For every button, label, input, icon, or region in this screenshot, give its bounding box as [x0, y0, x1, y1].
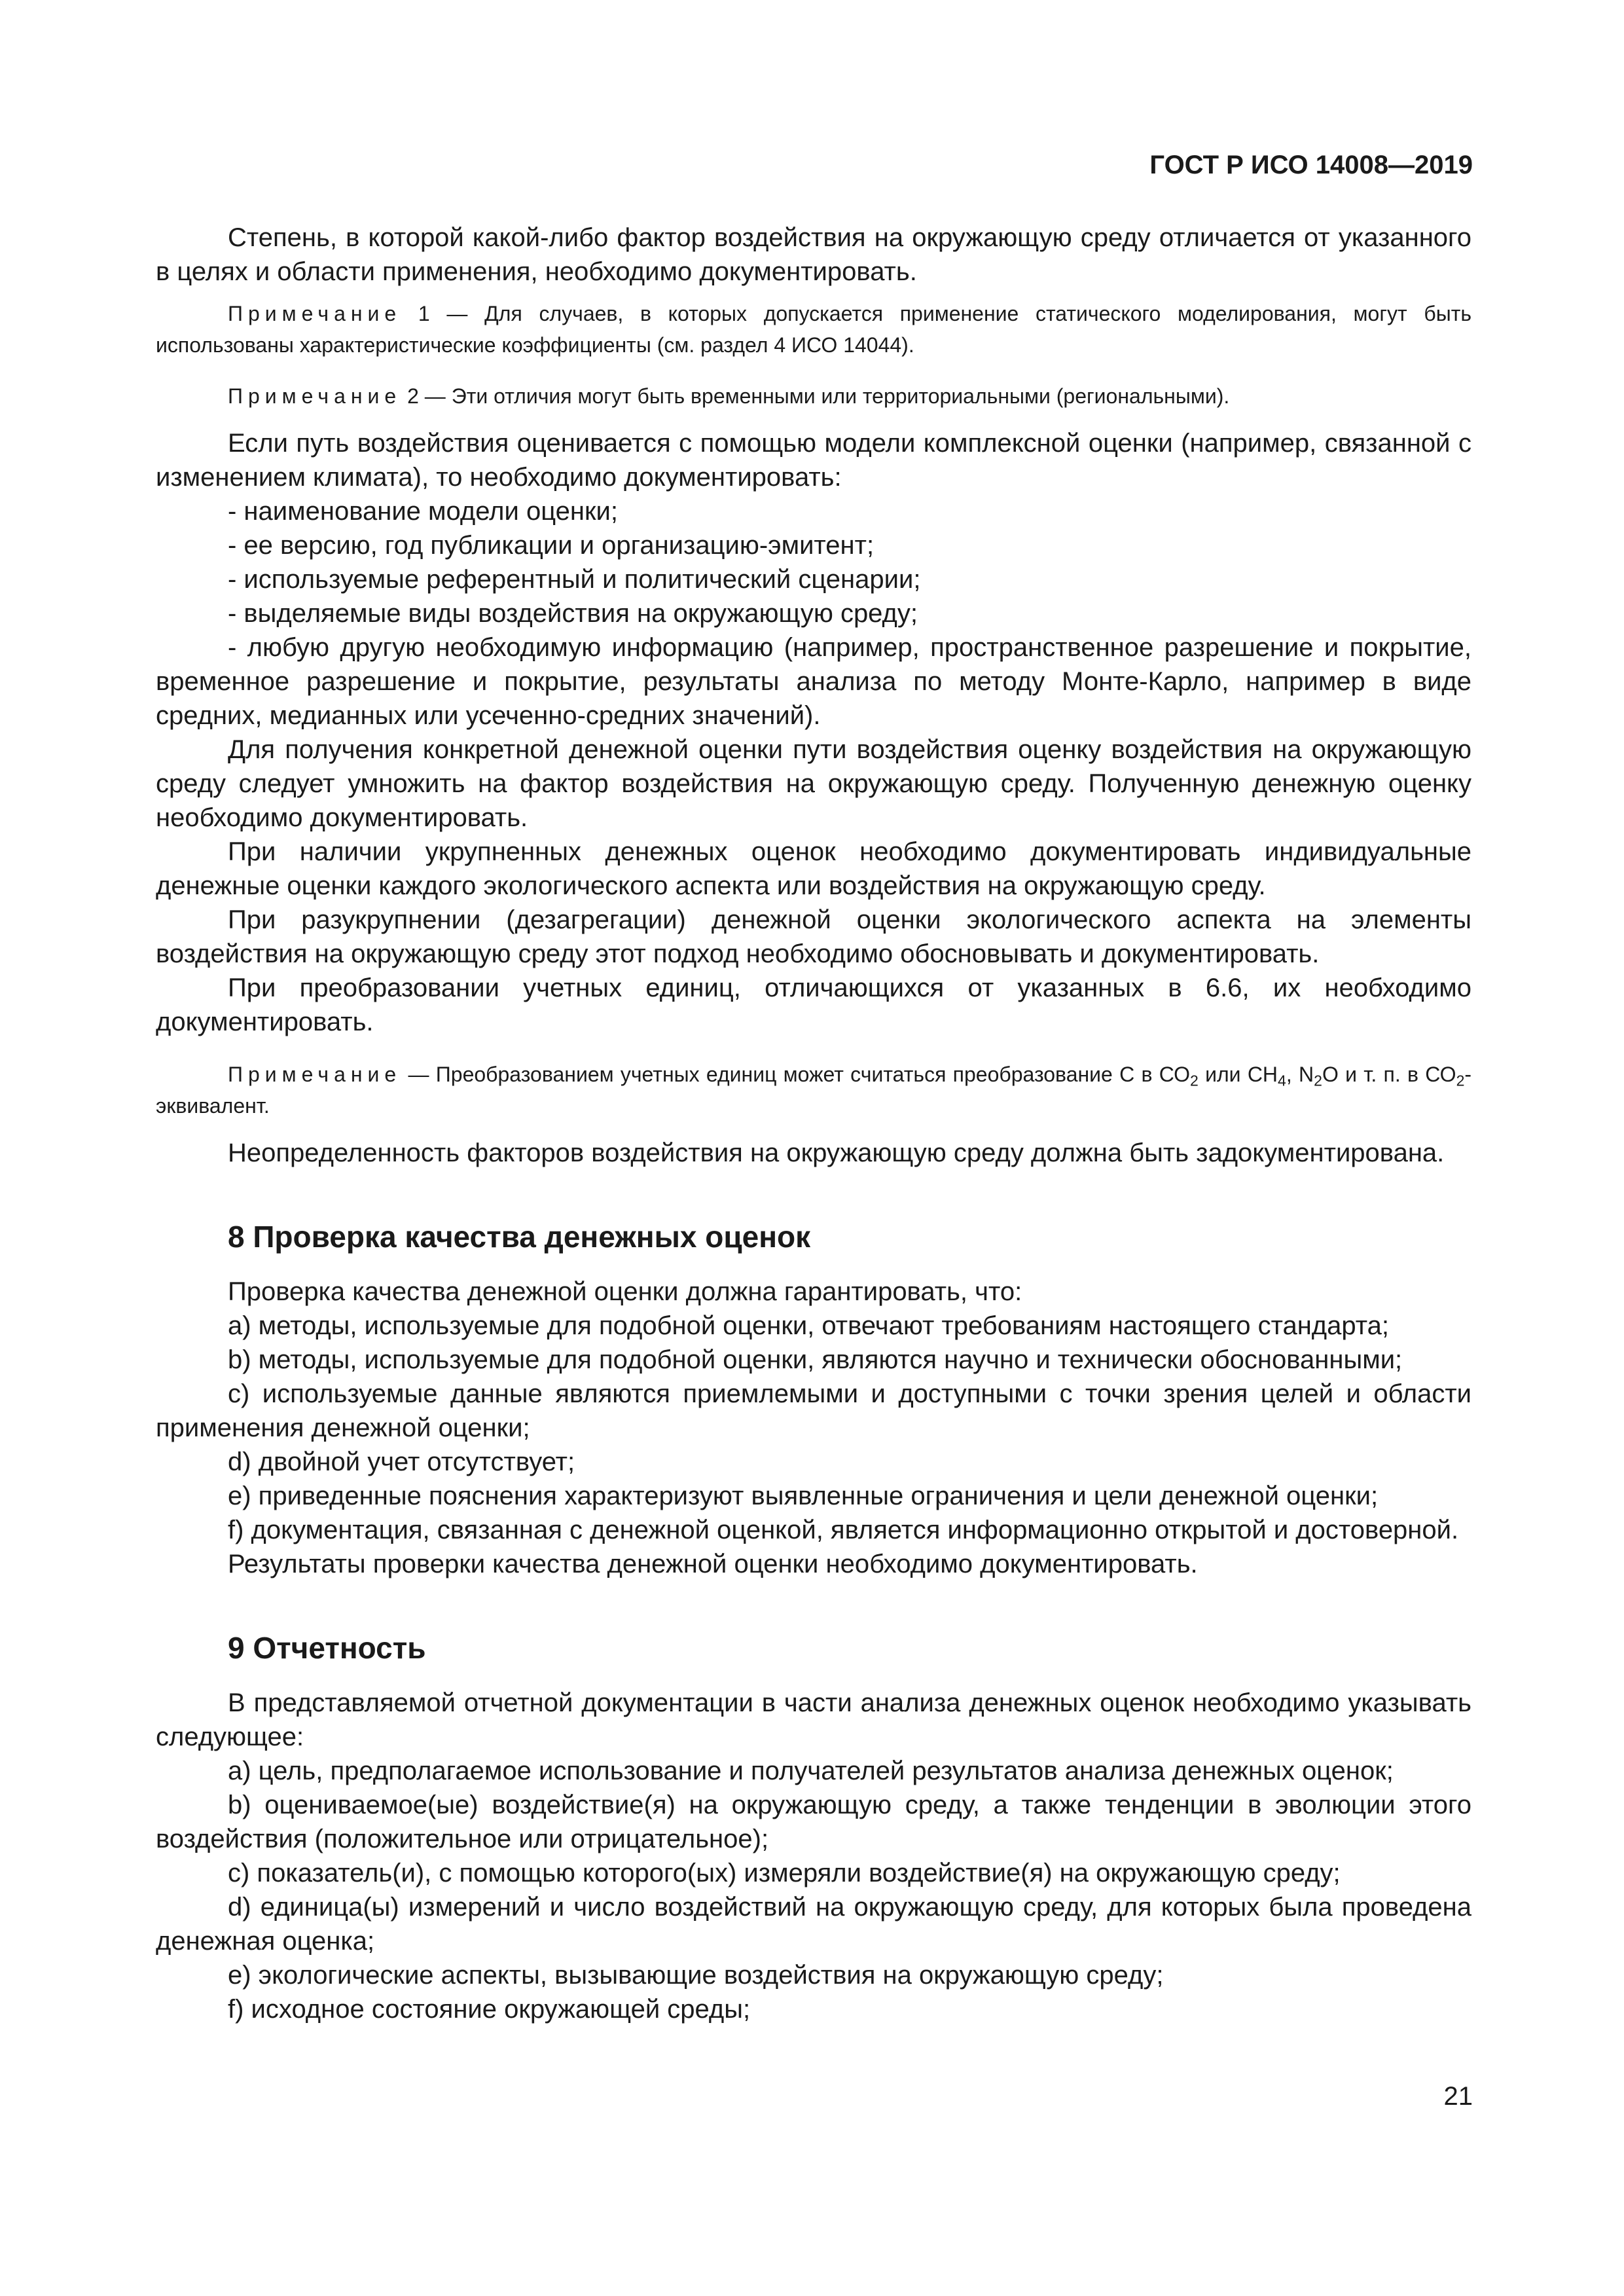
note-dash: —	[401, 1063, 436, 1086]
list-item: - наименование модели оценки;	[228, 497, 618, 526]
note-text: или СН	[1198, 1063, 1278, 1086]
list-item: d) единица(ы) измерений и число воздействий на окружающую среду, для которых была проведена денежная оценка;	[156, 1893, 1471, 1956]
paragraph: При разукрупнении (дезагрегации) денежной оценки экологического аспекта на элементы воздействия на окружающую среду этот подход необходимо обосновывать и документировать.	[156, 905, 1471, 968]
section-9-heading: 9 Отчетность	[228, 1631, 426, 1665]
subscript: 4	[1278, 1072, 1286, 1089]
subscript: 2	[1314, 1072, 1322, 1089]
paragraph: Проверка качества денежной оценки должна гарантировать, что:	[228, 1277, 1022, 1306]
list-item: - используемые референтный и политический сценарии;	[228, 565, 921, 594]
note-1	[156, 298, 1471, 361]
subscript: 2	[1190, 1072, 1199, 1089]
note-text: Эти отличия могут быть временными или территориальными (региональными).	[451, 384, 1230, 408]
note-text: , N	[1286, 1063, 1314, 1086]
subscript: 2	[1456, 1072, 1465, 1089]
note-text: Для случаев, в которых допускается применение статического моделирования, могут быть использованы характеристические коэффициенты (см. раздел 4 ИСО 14044).	[156, 302, 1472, 357]
paragraph: Результаты проверки качества денежной оценки необходимо документировать.	[228, 1550, 1198, 1578]
paragraph: В представляемой отчетной документации в части анализа денежных оценок необходимо указывать следующее:	[156, 1688, 1471, 1751]
note-text: Преобразованием учетных единиц может считаться преобразование С в СО	[435, 1063, 1191, 1086]
paragraph: Если путь воздействия оценивается с помощью модели комплексной оценки (например, связанной с изменением климата), то необходимо документировать:	[156, 429, 1471, 492]
list-item: b) методы, используемые для подобной оценки, являются научно и технически обоснованными;	[228, 1345, 1403, 1374]
note-text: -эквивалент.	[156, 1063, 1472, 1118]
list-item: a) цель, предполагаемое использование и получателей результатов анализа денежных оценок;	[228, 1757, 1394, 1785]
list-item: - ее версию, год публикации и организацию-эмитент;	[228, 531, 875, 560]
list-item: c) используемые данные являются приемлемыми и доступными с точки зрения целей и области применения денежной оценки;	[156, 1379, 1471, 1442]
list-item: e) экологические аспекты, вызывающие воздействия на окружающую среду;	[228, 1961, 1164, 1990]
list-item: f) исходное состояние окружающей среды;	[228, 1995, 751, 2024]
list-item: b) оцениваемое(ые) воздействие(я) на окружающую среду, а также тенденции в эволюции этого воздействия (положительное или отрицательное);	[156, 1791, 1471, 1853]
list-item: a) методы, используемые для подобной оценки, отвечают требованиям настоящего стандарта;	[228, 1311, 1389, 1340]
paragraph: При преобразовании учетных единиц, отличающихся от указанных в 6.6, их необходимо документировать.	[156, 974, 1471, 1036]
note-label: Примечание	[228, 302, 402, 325]
note-3	[156, 1059, 1471, 1121]
list-item: - любую другую необходимую информацию (например, пространственное разрешение и покрытие, временное разрешение и покрытие, результаты анализа по методу Монте-Карло, например в виде средних, медианных или усеченно-средних значений).	[156, 633, 1471, 730]
paragraph: При наличии укрупненных денежных оценок необходимо документировать индивидуальные денежные оценки каждого экологического аспекта или воздействия на окружающую среду.	[156, 837, 1471, 900]
list-item: f) документация, связанная с денежной оценкой, является информационно открытой и достоверной.	[228, 1516, 1459, 1544]
section-8-heading: 8 Проверка качества денежных оценок	[228, 1220, 811, 1254]
list-item: d) двойной учет отсутствует;	[228, 1448, 575, 1476]
note-number: 1 —	[418, 302, 485, 325]
note-number: 2 —	[407, 384, 452, 408]
note-label: Примечание	[228, 384, 402, 408]
paragraph: Для получения конкретной денежной оценки пути воздействия оценку воздействия на окружающую среду следует умножить на фактор воздействия на окружающую среду. Полученную денежную оценку необходимо документировать.	[156, 735, 1471, 832]
note-text: O и т. п. в СО	[1322, 1063, 1456, 1086]
standard-header: ГОСТ Р ИСО 14008—2019	[1149, 151, 1473, 179]
document-body	[156, 221, 1471, 2026]
list-item: c) показатель(и), с помощью которого(ых) измеряли воздействие(я) на окружающую среду;	[228, 1859, 1341, 1887]
paragraph: Неопределенность факторов воздействия на окружающую среду должна быть задокументирована.	[228, 1139, 1445, 1167]
note-label: Примечание	[228, 1063, 402, 1086]
paragraph: Степень, в которой какой-либо фактор воздействия на окружающую среду отличается от указанного в целях и области применения, необходимо документировать.	[156, 223, 1471, 286]
note-2	[156, 380, 1471, 412]
list-item: e) приведенные пояснения характеризуют выявленные ограничения и цели денежной оценки;	[228, 1482, 1379, 1510]
page-number: 21	[1443, 2082, 1473, 2111]
list-item: - выделяемые виды воздействия на окружающую среду;	[228, 599, 918, 628]
